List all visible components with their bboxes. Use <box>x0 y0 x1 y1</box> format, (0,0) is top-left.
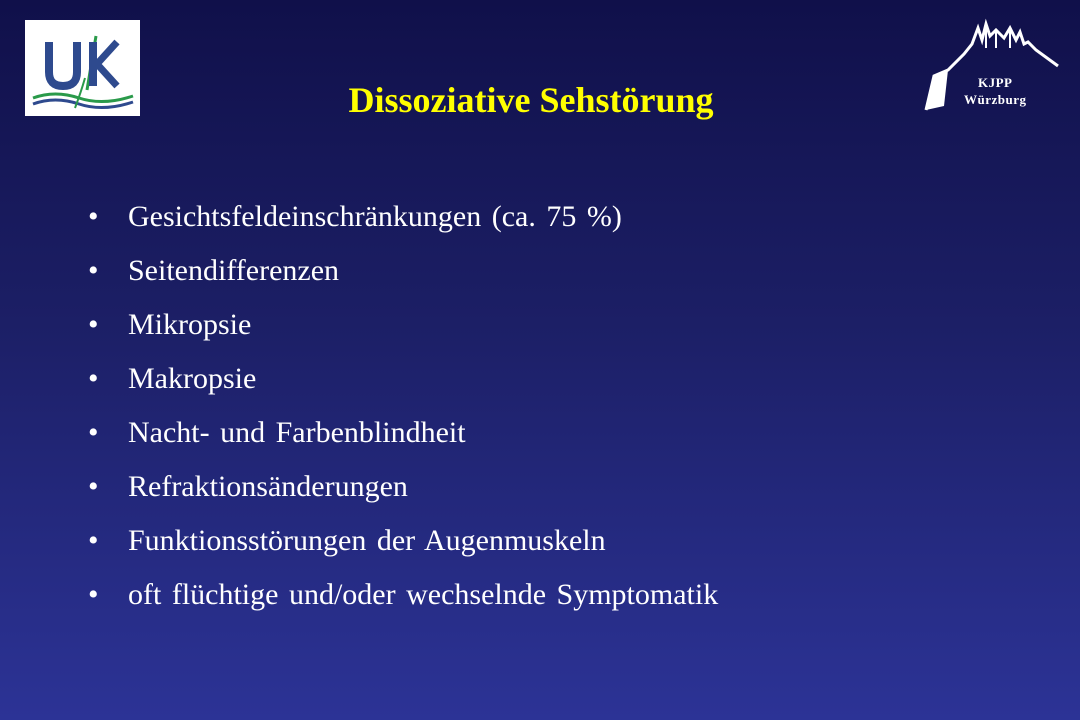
bullet-text: Refraktionsänderungen <box>128 470 408 503</box>
bullet-item <box>88 244 1048 298</box>
bullet-dot: • <box>88 416 99 449</box>
bullet-list <box>88 190 1048 622</box>
bullet-item <box>88 568 1048 622</box>
bullet-dot: • <box>88 254 99 287</box>
bullet-dot: • <box>88 308 99 341</box>
kjpp-line1: KJPP <box>978 75 1013 90</box>
bullet-item <box>88 190 1048 244</box>
bullet-item <box>88 298 1048 352</box>
kjpp-line2: Würzburg <box>964 92 1027 107</box>
bullet-dot: • <box>88 200 99 233</box>
bullet-text: Mikropsie <box>128 308 252 341</box>
bullet-dot: • <box>88 524 99 557</box>
bullet-text: Gesichtsfeldeinschränkungen (ca. 75 %) <box>128 200 622 233</box>
bullet-item <box>88 406 1048 460</box>
bullet-dot: • <box>88 362 99 395</box>
bullet-text: Makropsie <box>128 362 257 395</box>
bullet-item <box>88 514 1048 568</box>
bullet-text: Seitendifferenzen <box>128 254 340 287</box>
slide-title: Dissoziative Sehstörung <box>348 80 714 120</box>
bullet-text: Funktionsstörungen der Augenmuskeln <box>128 524 606 557</box>
bullet-dot: • <box>88 470 99 503</box>
bullet-text: oft flüchtige und/oder wechselnde Symptomatik <box>128 578 719 611</box>
bullet-text: Nacht- und Farbenblindheit <box>128 416 466 449</box>
bullet-item <box>88 460 1048 514</box>
bullet-item <box>88 352 1048 406</box>
bullet-dot: • <box>88 578 99 611</box>
